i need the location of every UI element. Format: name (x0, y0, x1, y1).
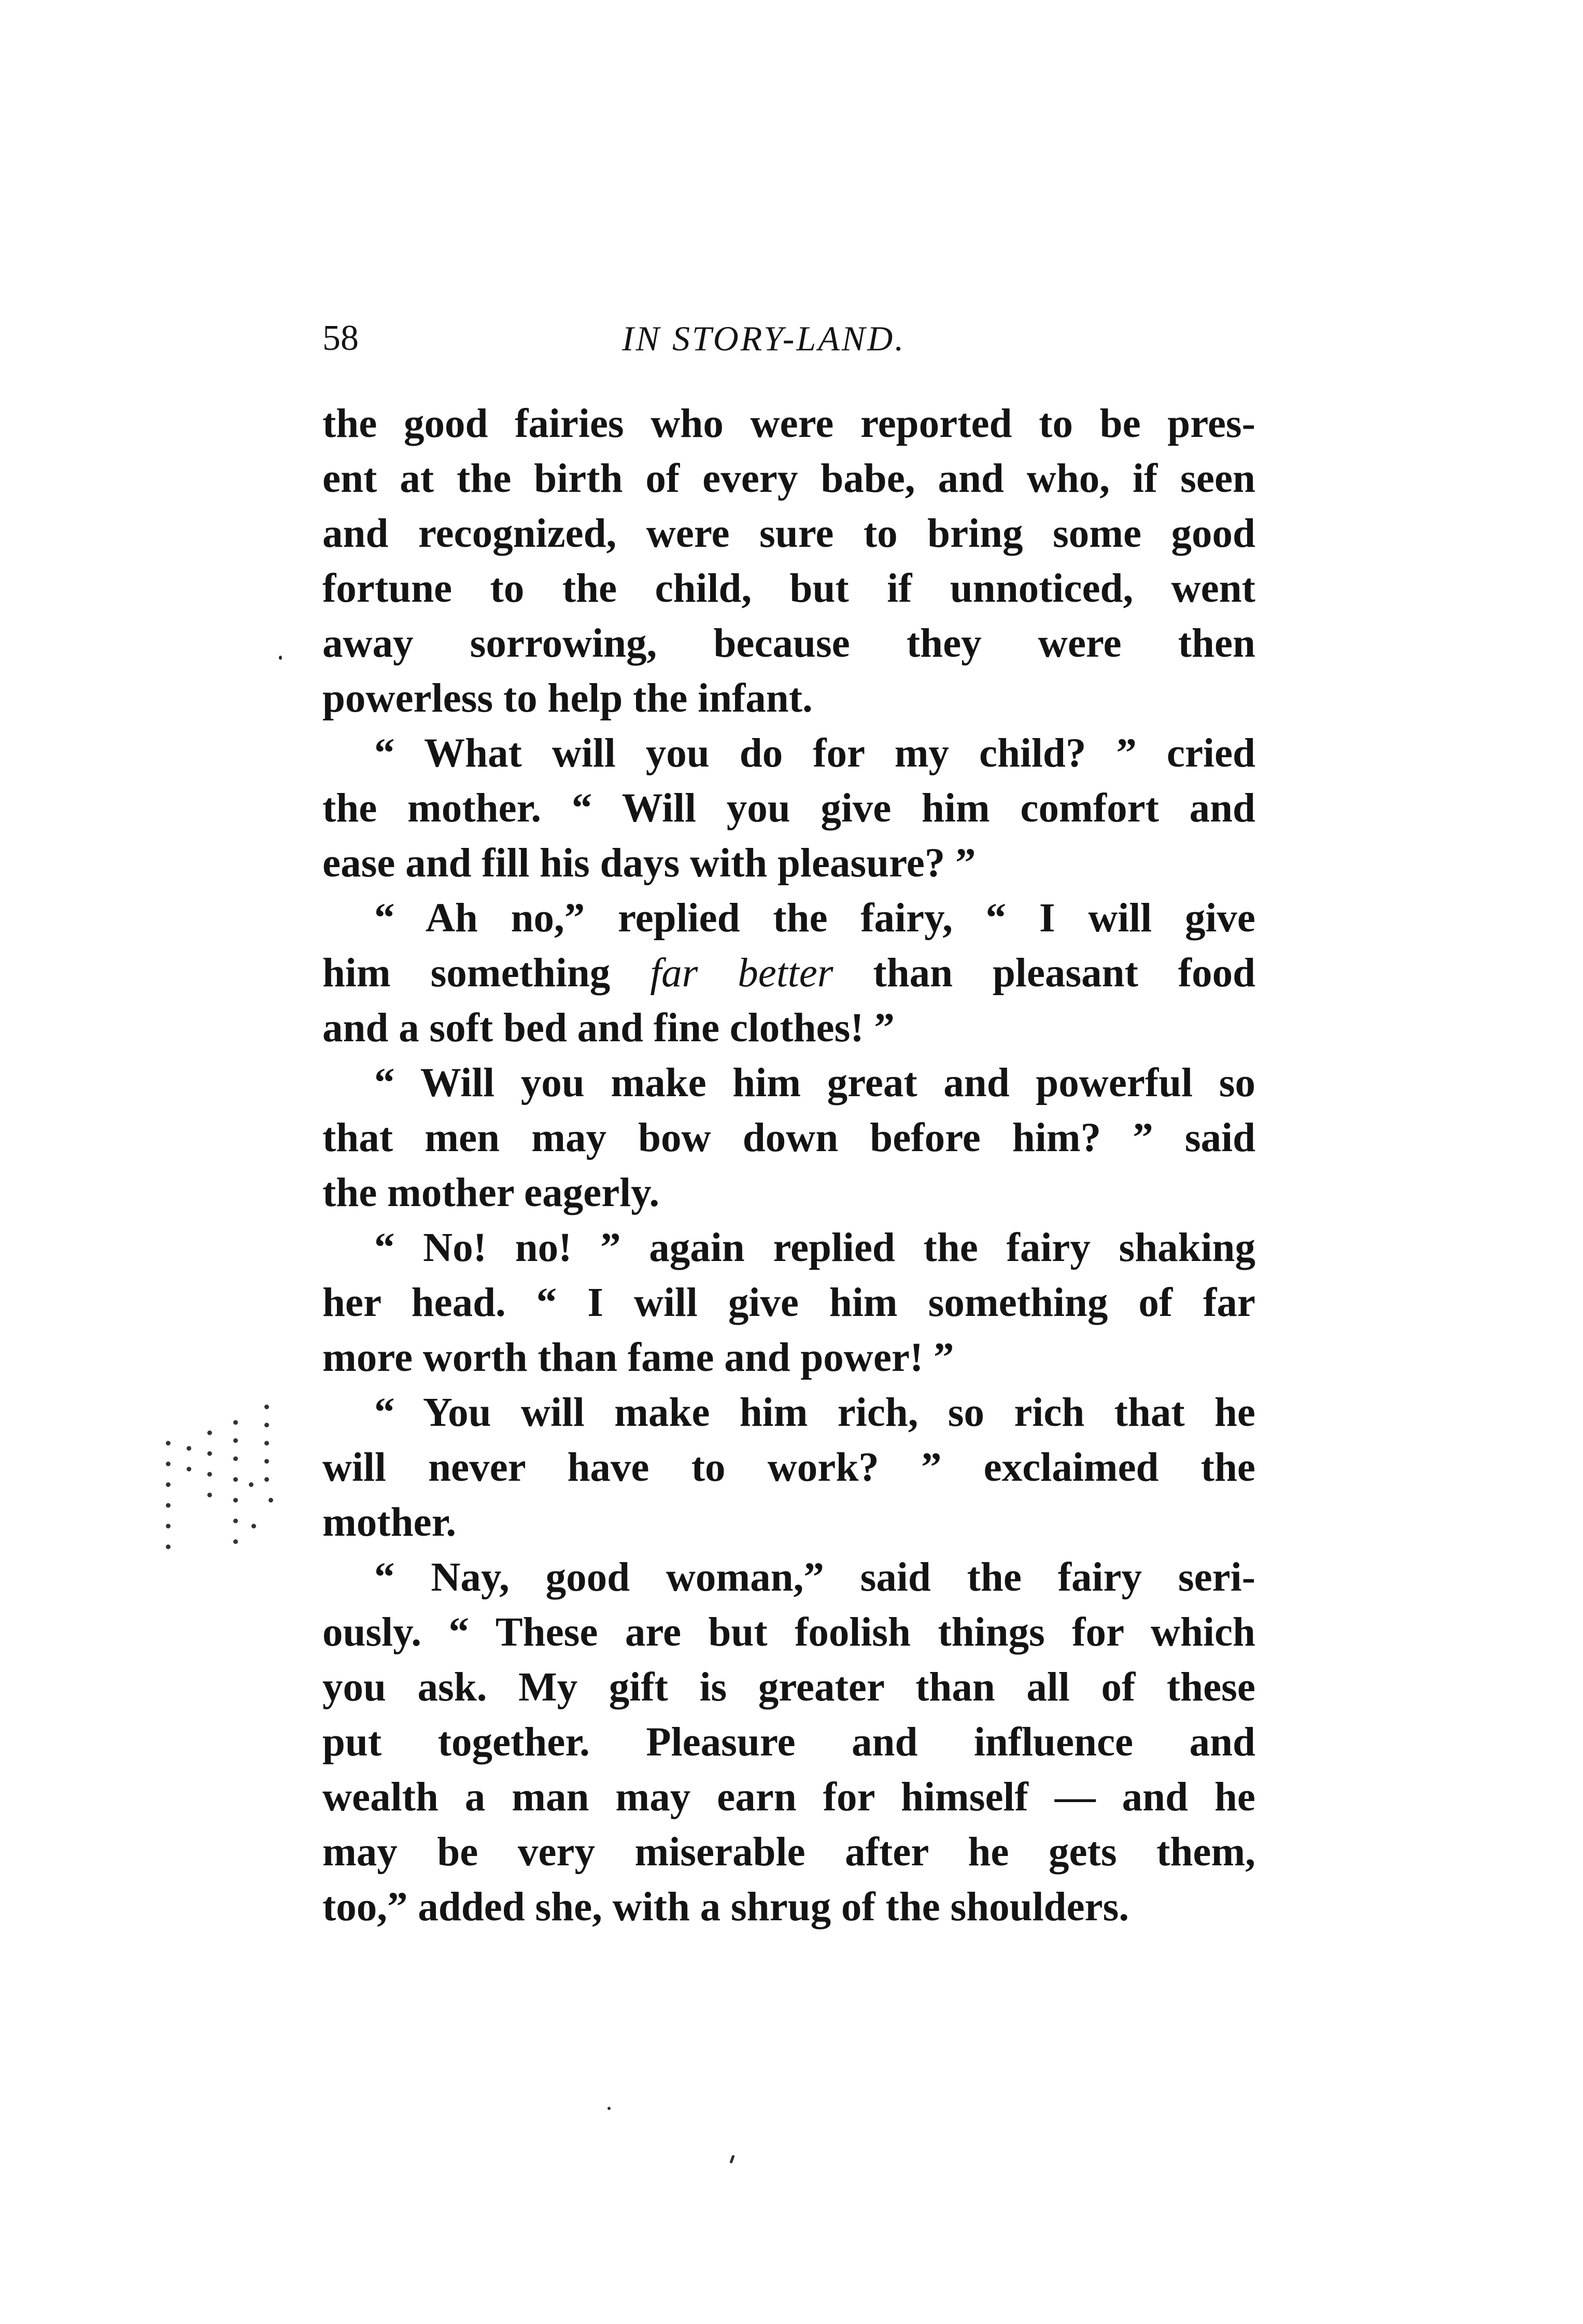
text-line: the mother eagerly. (322, 1170, 660, 1215)
scan-speck (187, 1446, 191, 1451)
text-line: ease and fill his days with pleasure? ” (322, 841, 976, 886)
scan-speck (264, 1441, 269, 1446)
scan-mark (607, 2107, 611, 2110)
scan-specks (156, 1394, 290, 1560)
scan-speck (233, 1477, 238, 1482)
body-text (322, 396, 1255, 1935)
text-line: powerless to help the infant. (322, 676, 813, 721)
text-line: put together. Pleasure and influence and (322, 1720, 1255, 1765)
text-line: fortune to the child, but if unnoticed, went (322, 566, 1255, 611)
scan-speck (264, 1459, 269, 1464)
text-line: that men may bow down before him? ” said (322, 1115, 1255, 1160)
text-line: mother. (322, 1500, 457, 1545)
scan-speck (268, 1498, 273, 1503)
scan-speck (166, 1503, 171, 1508)
scan-speck (207, 1472, 212, 1477)
scan-speck (233, 1498, 238, 1503)
scan-speck (233, 1438, 238, 1443)
text-line: ent at the birth of every babe, and who, if seen (322, 456, 1255, 501)
text-line: will never have to work? ” exclaimed the (322, 1445, 1255, 1490)
scan-speck (207, 1493, 212, 1497)
page-header (322, 310, 1255, 367)
text-line: her head. “ I will give him something of far (322, 1280, 1255, 1325)
scan-speck (207, 1451, 212, 1456)
text-line: more worth than fame and power! ” (322, 1335, 954, 1380)
scan-speck (264, 1423, 269, 1427)
text-line: and recognized, were sure to bring some good (322, 511, 1255, 556)
scan-speck (207, 1430, 212, 1435)
text-line: “ Ah no,” replied the fairy, “ I will give (374, 896, 1255, 941)
text-line: wealth a man may earn for himself — and he (322, 1775, 1255, 1820)
scan-speck (264, 1477, 269, 1482)
scan-speck (264, 1405, 269, 1409)
scan-speck (233, 1456, 238, 1461)
scan-speck (166, 1462, 171, 1466)
text-line: and a soft bed and fine clothes! ” (322, 1005, 895, 1051)
text-line: ously. “ These are but foolish things for which (322, 1610, 1255, 1655)
text-line: him something far better than pleasant food (322, 951, 1255, 996)
scan-mark (729, 2155, 734, 2164)
running-head: IN STORY-LAND. (622, 319, 906, 358)
text-line: “ You will make him rich, so rich that he (374, 1390, 1255, 1435)
text-line: “ No! no! ” again replied the fairy shaking (374, 1225, 1255, 1270)
scan-speck (187, 1467, 191, 1471)
text-line: “ Will you make him great and powerful so (374, 1060, 1255, 1106)
text-line: away sorrowing, because they were then (322, 621, 1255, 666)
scan-speck (233, 1519, 238, 1523)
scan-speck (249, 1482, 253, 1487)
text-line: you ask. My gift is greater than all of these (322, 1665, 1255, 1710)
page-number: 58 (322, 318, 359, 358)
scan-speck (251, 1524, 256, 1528)
scan-speck (233, 1420, 238, 1425)
text-line: may be very miserable after he gets them, (322, 1830, 1255, 1875)
scan-speck (166, 1544, 171, 1549)
text-line: the mother. “ Will you give him comfort and (322, 786, 1255, 831)
scan-speck (166, 1441, 171, 1446)
text-line: too,” added she, with a shrug of the shoulders. (322, 1884, 1129, 1930)
scan-mark (279, 656, 282, 660)
text-line: the good fairies who were reported to be pres- (322, 401, 1255, 446)
scan-speck (166, 1524, 171, 1528)
text-line: “ What will you do for my child? ” cried (374, 731, 1255, 776)
scan-speck (233, 1539, 238, 1544)
text-line: “ Nay, good woman,” said the fairy seri- (374, 1555, 1255, 1600)
scan-speck (166, 1482, 171, 1487)
